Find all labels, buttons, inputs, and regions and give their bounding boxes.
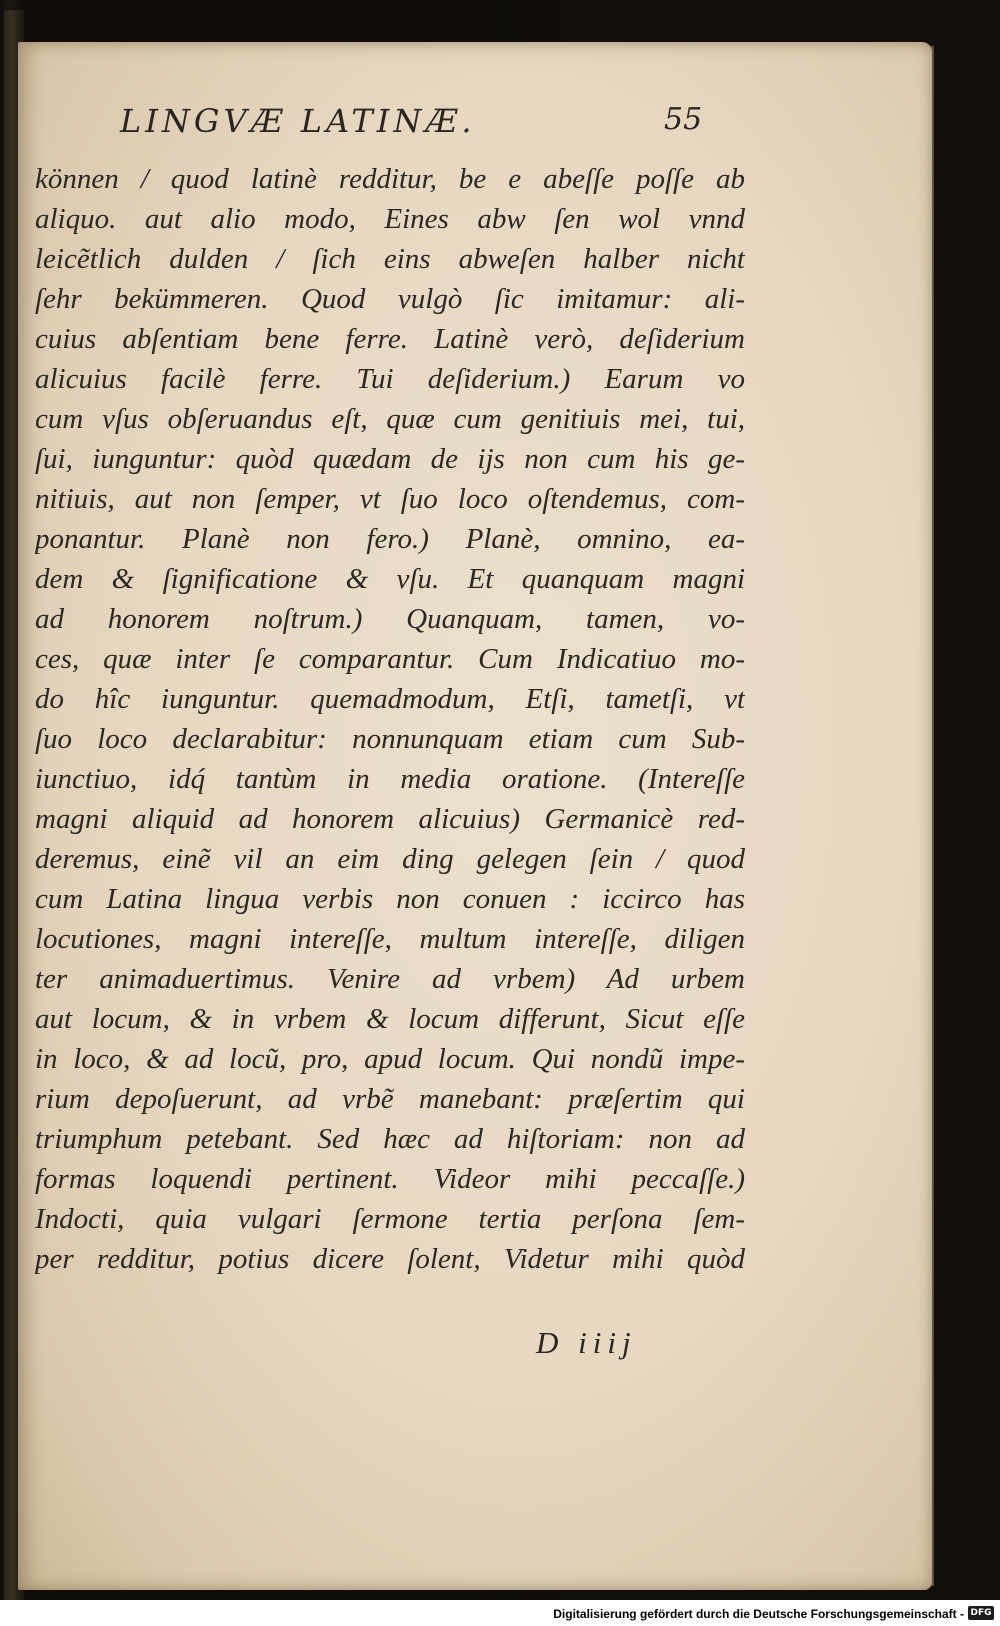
text-line: leicẽtlich dulden / ſich eins abweſen halber nicht [35,243,745,275]
text-line: ſui, iunguntur: quòd quædam de ijs non cum his ge- [35,443,745,475]
text-line: deremus, einẽ vil an eim ding gelegen ſein / quod [35,843,745,875]
text-block [35,158,745,1298]
text-line: per redditur, potius dicere ſolent, Videtur mihi quòd [35,1243,745,1275]
text-line: nitiuis, aut non ſemper, vt ſuo loco oſtendemus, com- [35,483,745,515]
text-line: aliquo. aut alio modo, Eines abw ſen wol vnnd [35,203,745,235]
dfg-logo[interactable]: DFG [968,1606,994,1620]
text-line: in loco, & ad locũ, pro, apud locum. Qui nondũ impe- [35,1043,745,1075]
text-line: alicuius facilè ferre. Tui deſiderium.) Earum vo [35,363,745,395]
text-line: formas loquendi pertinent. Videor mihi peccaſſe.) [35,1163,745,1195]
text-line: ces, quæ inter ſe comparantur. Cum Indicatiuo mo- [35,643,745,675]
text-line: ponantur. Planè non fero.) Planè, omnino, ea- [35,523,745,555]
running-head: LINGVÆ LATINÆ. [120,102,476,140]
text-line: ſehr bekümmeren. Quod vulgò ſic imitamur: ali- [35,283,745,315]
signature-mark: D iiij [536,1325,637,1360]
text-line: iunctiuo, idq́ tantùm in media oratione. (Intereſſe [35,763,745,795]
text-line: cuius abſentiam bene ferre. Latinè verò, deſiderium [35,323,745,355]
text-line: ter animaduertimus. Venire ad vrbem) Ad urbem [35,963,745,995]
text-line: do hîc iunguntur. quemadmodum, Etſi, tametſi, vt [35,683,745,715]
text-line: können / quod latinè redditur, be e abeſſe poſſe ab [35,163,745,195]
page-number: 55 [664,102,703,137]
text-line: ad honorem noſtrum.) Quanquam, tamen, vo- [35,603,745,635]
text-line: Indocti, quia vulgari ſermone tertia perſona ſem- [35,1203,745,1235]
text-line: ſuo loco declarabitur: nonnunquam etiam cum Sub- [35,723,745,755]
digitization-credit: Digitalisierung gefördert durch die Deutsche Forschungsgemeinschaft - [553,1607,964,1621]
text-line: locutiones, magni intereſſe, multum intereſſe, diligen [35,923,745,955]
text-line: cum vſus obſeruandus eſt, quæ cum genitiuis mei, tui, [35,403,745,435]
text-line: rium depoſuerunt, ad vrbẽ manebant: præſertim qui [35,1083,745,1115]
text-line: dem & ſignificatione & vſu. Et quanquam magni [35,563,745,595]
text-line: magni aliquid ad honorem alicuius) Germanicè red- [35,803,745,835]
text-line: triumphum petebant. Sed hæc ad hiſtoriam: non ad [35,1123,745,1155]
text-line: aut locum, & in vrbem & locum differunt, Sicut eſſe [35,1003,745,1035]
text-line: cum Latina lingua verbis non conuen : iccirco has [35,883,745,915]
